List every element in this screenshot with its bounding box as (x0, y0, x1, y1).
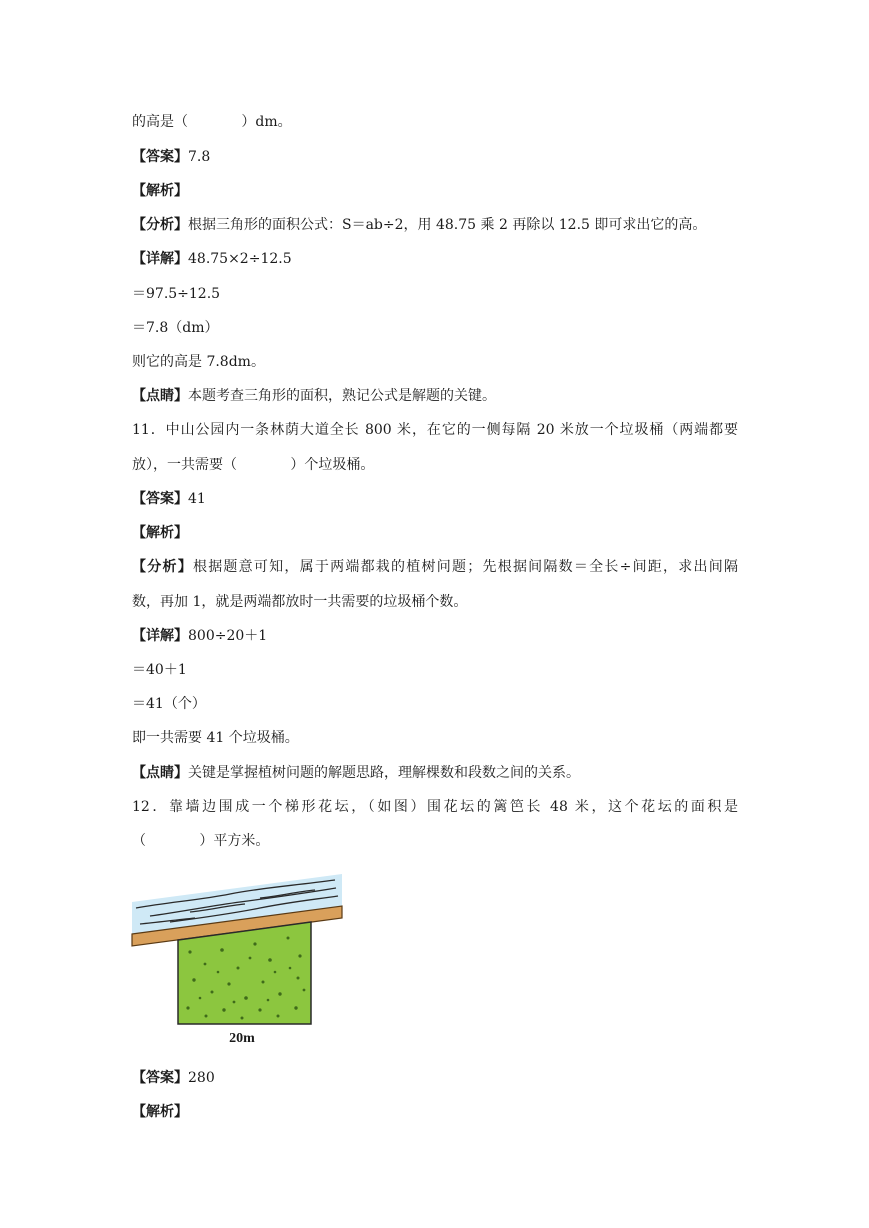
question-12-cont: （ ）平方米。 (132, 833, 270, 849)
garden-figure (130, 872, 346, 1047)
conclusion-line: 即一共需要 41 个垃圾桶。 (132, 730, 299, 746)
math-step: ＝97.5÷12.5 (132, 286, 221, 302)
answer-label: 【答案】 (132, 1070, 188, 1086)
answer-value: 41 (188, 491, 206, 507)
trapezoid-garden-illustration (130, 872, 346, 1047)
detail-label: 【详解】 (132, 628, 188, 644)
analysis-label: 【分析】 (132, 217, 188, 233)
detail-label: 【详解】 (132, 251, 188, 267)
answer-line (132, 489, 206, 509)
question-11: 11．中山公园内一条林荫大道全长 800 米，在它的一侧每隔 20 米放一个垃圾桶（两端都要 (132, 422, 738, 438)
comment-label: 【点睛】 (132, 765, 188, 781)
math-step: ＝40＋1 (132, 662, 187, 678)
math-step: ＝41（个） (132, 696, 206, 712)
question-11-cont: 放），一共需要（ ）个垃圾桶。 (132, 457, 375, 473)
analysis-line: 【分析】根据题意可知，属于两端都栽的植树问题；先根据间隔数＝全长÷间距，求出间隔 (132, 559, 738, 575)
math-step: ＝7.8（dm） (132, 320, 219, 336)
analysis-label: 【分析】 (132, 559, 193, 575)
comment-label: 【点睛】 (132, 388, 188, 404)
analysis-heading: 【解析】 (132, 525, 188, 541)
comment-line: 【点睛】关键是掌握植树问题的解题思路，理解棵数和段数之间的关系。 (132, 765, 580, 781)
question-12: 12．靠墙边围成一个梯形花坛，（如图）围花坛的篱笆长 48 米，这个花坛的面积是 (132, 799, 738, 815)
detail-line: 【详解】800÷20＋1 (132, 628, 268, 644)
analysis-line-cont: 数，再加 1，就是两端都放时一共需要的垃圾桶个数。 (132, 594, 468, 610)
comment-line: 【点睛】本题考查三角形的面积，熟记公式是解题的关键。 (132, 388, 496, 404)
answer-label: 【答案】 (132, 149, 188, 165)
garden-area (178, 922, 311, 1024)
analysis-line: 【分析】根据三角形的面积公式：S＝ab÷2，用 48.75 乘 2 再除以 12.5 即可求出它的高。 (132, 217, 707, 233)
detail-line: 【详解】48.75×2÷12.5 (132, 251, 292, 267)
dimension-label: 20m (229, 1031, 255, 1046)
answer-line (132, 147, 210, 167)
answer-label: 【答案】 (132, 491, 188, 507)
answer-value: 280 (188, 1070, 215, 1086)
text-line: 的高是（ ）dm。 (132, 114, 292, 130)
analysis-heading: 【解析】 (132, 183, 188, 199)
analysis-heading: 【解析】 (132, 1104, 188, 1120)
answer-line (132, 1068, 215, 1088)
answer-value: 7.8 (188, 149, 211, 165)
conclusion-line: 则它的高是 7.8dm。 (132, 354, 265, 370)
